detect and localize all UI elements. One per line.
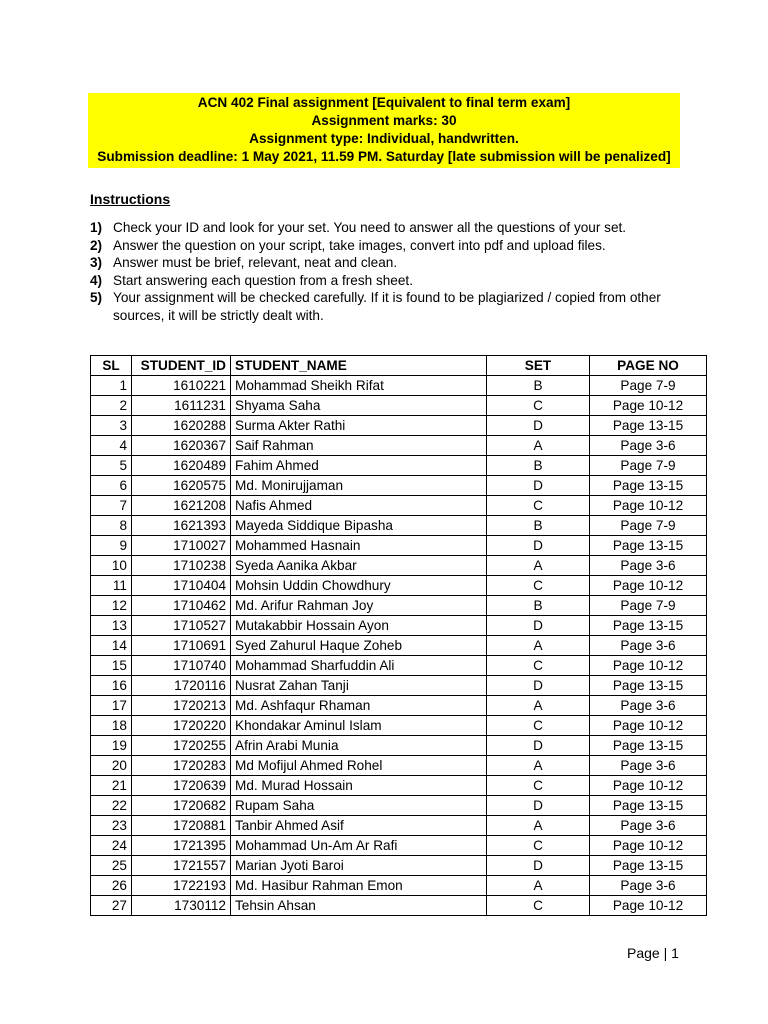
header-page-no: PAGE NO <box>590 356 707 376</box>
cell-student-name: Md. Arifur Rahman Joy <box>231 596 487 616</box>
cell-student-name: Tanbir Ahmed Asif <box>231 816 487 836</box>
cell-student-name: Syed Zahurul Haque Zoheb <box>231 636 487 656</box>
cell-sl: 9 <box>91 536 132 556</box>
cell-page-no: Page 7-9 <box>590 596 707 616</box>
cell-page-no: Page 7-9 <box>590 456 707 476</box>
cell-page-no: Page 13-15 <box>590 616 707 636</box>
cell-student-id: 1720116 <box>132 676 231 696</box>
cell-student-name: Md. Murad Hossain <box>231 776 487 796</box>
cell-page-no: Page 3-6 <box>590 436 707 456</box>
table-row <box>91 796 707 816</box>
cell-sl: 2 <box>91 396 132 416</box>
table-header-row <box>91 356 707 376</box>
student-table <box>90 355 707 916</box>
cell-student-id: 1721395 <box>132 836 231 856</box>
table-row <box>91 656 707 676</box>
header-student-name: STUDENT_NAME <box>231 356 487 376</box>
cell-sl: 1 <box>91 376 132 396</box>
cell-page-no: Page 13-15 <box>590 476 707 496</box>
cell-set: A <box>487 696 590 716</box>
table-row <box>91 756 707 776</box>
cell-page-no: Page 3-6 <box>590 636 707 656</box>
cell-student-name: Md. Monirujjaman <box>231 476 487 496</box>
cell-student-id: 1620288 <box>132 416 231 436</box>
cell-set: D <box>487 536 590 556</box>
table-row <box>91 696 707 716</box>
table-row <box>91 616 707 636</box>
cell-page-no: Page 7-9 <box>590 516 707 536</box>
table-row <box>91 436 707 456</box>
cell-student-name: Nafis Ahmed <box>231 496 487 516</box>
cell-page-no: Page 3-6 <box>590 876 707 896</box>
cell-student-id: 1710027 <box>132 536 231 556</box>
table-row <box>91 376 707 396</box>
cell-set: C <box>487 776 590 796</box>
cell-sl: 27 <box>91 896 132 916</box>
cell-student-name: Mohsin Uddin Chowdhury <box>231 576 487 596</box>
cell-student-id: 1610221 <box>132 376 231 396</box>
cell-page-no: Page 10-12 <box>590 896 707 916</box>
header-set: SET <box>487 356 590 376</box>
cell-student-name: Md. Ashfaqur Rhaman <box>231 696 487 716</box>
cell-student-id: 1720881 <box>132 816 231 836</box>
cell-student-id: 1710527 <box>132 616 231 636</box>
cell-student-id: 1720220 <box>132 716 231 736</box>
table-row <box>91 556 707 576</box>
cell-student-name: Syeda Aanika Akbar <box>231 556 487 576</box>
cell-student-name: Md Mofijul Ahmed Rohel <box>231 756 487 776</box>
cell-student-name: Rupam Saha <box>231 796 487 816</box>
table-row <box>91 476 707 496</box>
cell-set: C <box>487 576 590 596</box>
cell-student-id: 1620575 <box>132 476 231 496</box>
cell-student-id: 1621208 <box>132 496 231 516</box>
cell-set: D <box>487 676 590 696</box>
table-row <box>91 576 707 596</box>
cell-page-no: Page 3-6 <box>590 556 707 576</box>
instruction-number: 2) <box>90 237 103 253</box>
cell-sl: 13 <box>91 616 132 636</box>
header-marks: Assignment marks: 30 <box>311 113 457 128</box>
cell-page-no: Page 10-12 <box>590 716 707 736</box>
cell-student-id: 1621393 <box>132 516 231 536</box>
cell-sl: 26 <box>91 876 132 896</box>
cell-set: A <box>487 436 590 456</box>
cell-sl: 11 <box>91 576 132 596</box>
instruction-item <box>90 272 690 290</box>
cell-student-id: 1722193 <box>132 876 231 896</box>
cell-page-no: Page 3-6 <box>590 756 707 776</box>
cell-sl: 5 <box>91 456 132 476</box>
cell-set: B <box>487 376 590 396</box>
cell-student-id: 1720639 <box>132 776 231 796</box>
cell-student-id: 1730112 <box>132 896 231 916</box>
cell-page-no: Page 13-15 <box>590 796 707 816</box>
cell-sl: 20 <box>91 756 132 776</box>
header-deadline: Submission deadline: 1 May 2021, 11.59 PM. Saturday [late submission will be penalized] <box>97 149 671 164</box>
table-row <box>91 896 707 916</box>
instruction-item <box>90 289 690 324</box>
cell-student-id: 1710740 <box>132 656 231 676</box>
table-row <box>91 396 707 416</box>
cell-set: D <box>487 736 590 756</box>
cell-set: C <box>487 656 590 676</box>
cell-student-id: 1620367 <box>132 436 231 456</box>
cell-page-no: Page 3-6 <box>590 816 707 836</box>
table-row <box>91 596 707 616</box>
cell-page-no: Page 13-15 <box>590 416 707 436</box>
cell-student-id: 1611231 <box>132 396 231 416</box>
cell-sl: 3 <box>91 416 132 436</box>
cell-student-name: Mohammad Un-Am Ar Rafi <box>231 836 487 856</box>
cell-page-no: Page 7-9 <box>590 376 707 396</box>
cell-page-no: Page 10-12 <box>590 396 707 416</box>
cell-page-no: Page 13-15 <box>590 676 707 696</box>
cell-student-id: 1720255 <box>132 736 231 756</box>
cell-page-no: Page 13-15 <box>590 856 707 876</box>
cell-sl: 8 <box>91 516 132 536</box>
table-row <box>91 836 707 856</box>
cell-student-name: Mohammed Hasnain <box>231 536 487 556</box>
cell-page-no: Page 13-15 <box>590 736 707 756</box>
cell-student-id: 1720283 <box>132 756 231 776</box>
cell-sl: 21 <box>91 776 132 796</box>
cell-page-no: Page 10-12 <box>590 776 707 796</box>
header-title: ACN 402 Final assignment [Equivalent to final term exam] <box>197 95 571 110</box>
cell-sl: 19 <box>91 736 132 756</box>
cell-set: B <box>487 596 590 616</box>
cell-sl: 16 <box>91 676 132 696</box>
cell-student-name: Shyama Saha <box>231 396 487 416</box>
cell-set: C <box>487 496 590 516</box>
cell-student-id: 1710691 <box>132 636 231 656</box>
cell-sl: 17 <box>91 696 132 716</box>
cell-page-no: Page 10-12 <box>590 836 707 856</box>
instruction-number: 1) <box>90 220 103 235</box>
cell-set: D <box>487 416 590 436</box>
instruction-number: 5) <box>90 290 103 306</box>
header-sl: SL <box>91 356 132 376</box>
cell-student-name: Md. Hasibur Rahman Emon <box>231 876 487 896</box>
cell-set: C <box>487 836 590 856</box>
cell-student-name: Saif Rahman <box>231 436 487 456</box>
table-row <box>91 456 707 476</box>
table-row <box>91 416 707 436</box>
cell-sl: 10 <box>91 556 132 576</box>
table-row <box>91 856 707 876</box>
table-row <box>91 816 707 836</box>
cell-student-name: Mohammad Sharfuddin Ali <box>231 656 487 676</box>
cell-set: A <box>487 756 590 776</box>
cell-student-name: Nusrat Zahan Tanji <box>231 676 487 696</box>
header-type: Assignment type: Individual, handwritten. <box>249 131 519 146</box>
cell-sl: 4 <box>91 436 132 456</box>
cell-set: D <box>487 476 590 496</box>
cell-student-name: Mohammad Sheikh Rifat <box>231 376 487 396</box>
cell-set: C <box>487 716 590 736</box>
instruction-number: 3) <box>90 255 103 271</box>
instruction-text: Your assignment will be checked carefully. If it is found to be plagiarized / copied from other sources, it will be strictly dealt with. <box>113 290 661 323</box>
cell-student-name: Afrin Arabi Munia <box>231 736 487 756</box>
instruction-text: Answer the question on your script, take images, convert into pdf and upload files. <box>113 237 606 253</box>
table-row <box>91 636 707 656</box>
cell-page-no: Page 3-6 <box>590 696 707 716</box>
cell-student-id: 1620489 <box>132 456 231 476</box>
cell-set: B <box>487 456 590 476</box>
cell-sl: 15 <box>91 656 132 676</box>
table-row <box>91 536 707 556</box>
cell-set: A <box>487 636 590 656</box>
cell-sl: 25 <box>91 856 132 876</box>
cell-set: B <box>487 516 590 536</box>
page-number: Page | 1 <box>627 945 679 961</box>
cell-sl: 24 <box>91 836 132 856</box>
cell-student-name: Khondakar Aminul Islam <box>231 716 487 736</box>
table-body <box>91 376 707 916</box>
cell-set: C <box>487 896 590 916</box>
table-row <box>91 676 707 696</box>
cell-set: D <box>487 616 590 636</box>
table-row <box>91 776 707 796</box>
cell-sl: 14 <box>91 636 132 656</box>
table-row <box>91 516 707 536</box>
cell-student-name: Mutakabbir Hossain Ayon <box>231 616 487 636</box>
instruction-text: Start answering each question from a fresh sheet. <box>113 272 413 288</box>
cell-set: C <box>487 396 590 416</box>
cell-sl: 7 <box>91 496 132 516</box>
cell-student-name: Mayeda Siddique Bipasha <box>231 516 487 536</box>
cell-student-name: Marian Jyoti Baroi <box>231 856 487 876</box>
header-student-id: STUDENT_ID <box>132 356 231 376</box>
cell-set: A <box>487 816 590 836</box>
assignment-header <box>88 93 680 168</box>
cell-set: D <box>487 796 590 816</box>
instructions-list <box>90 219 690 325</box>
table-row <box>91 736 707 756</box>
cell-student-id: 1710238 <box>132 556 231 576</box>
cell-sl: 22 <box>91 796 132 816</box>
cell-student-name: Fahim Ahmed <box>231 456 487 476</box>
cell-set: A <box>487 876 590 896</box>
cell-student-id: 1710462 <box>132 596 231 616</box>
cell-sl: 23 <box>91 816 132 836</box>
instruction-text: Check your ID and look for your set. You need to answer all the questions of your set. <box>113 220 627 235</box>
cell-student-id: 1721557 <box>132 856 231 876</box>
cell-student-id: 1720213 <box>132 696 231 716</box>
cell-page-no: Page 10-12 <box>590 576 707 596</box>
cell-page-no: Page 10-12 <box>590 656 707 676</box>
table-row <box>91 876 707 896</box>
cell-student-id: 1710404 <box>132 576 231 596</box>
instructions-title: Instructions <box>90 191 171 207</box>
instruction-item <box>90 219 690 237</box>
cell-student-name: Surma Akter Rathi <box>231 416 487 436</box>
cell-set: D <box>487 856 590 876</box>
cell-page-no: Page 13-15 <box>590 536 707 556</box>
cell-sl: 12 <box>91 596 132 616</box>
instruction-text: Answer must be brief, relevant, neat and clean. <box>113 255 398 271</box>
cell-sl: 6 <box>91 476 132 496</box>
cell-sl: 18 <box>91 716 132 736</box>
cell-page-no: Page 10-12 <box>590 496 707 516</box>
cell-student-name: Tehsin Ahsan <box>231 896 487 916</box>
table-row <box>91 496 707 516</box>
cell-student-id: 1720682 <box>132 796 231 816</box>
cell-set: A <box>487 556 590 576</box>
instruction-number: 4) <box>90 272 103 288</box>
instruction-item <box>90 254 690 272</box>
table-row <box>91 716 707 736</box>
instruction-item <box>90 237 690 255</box>
